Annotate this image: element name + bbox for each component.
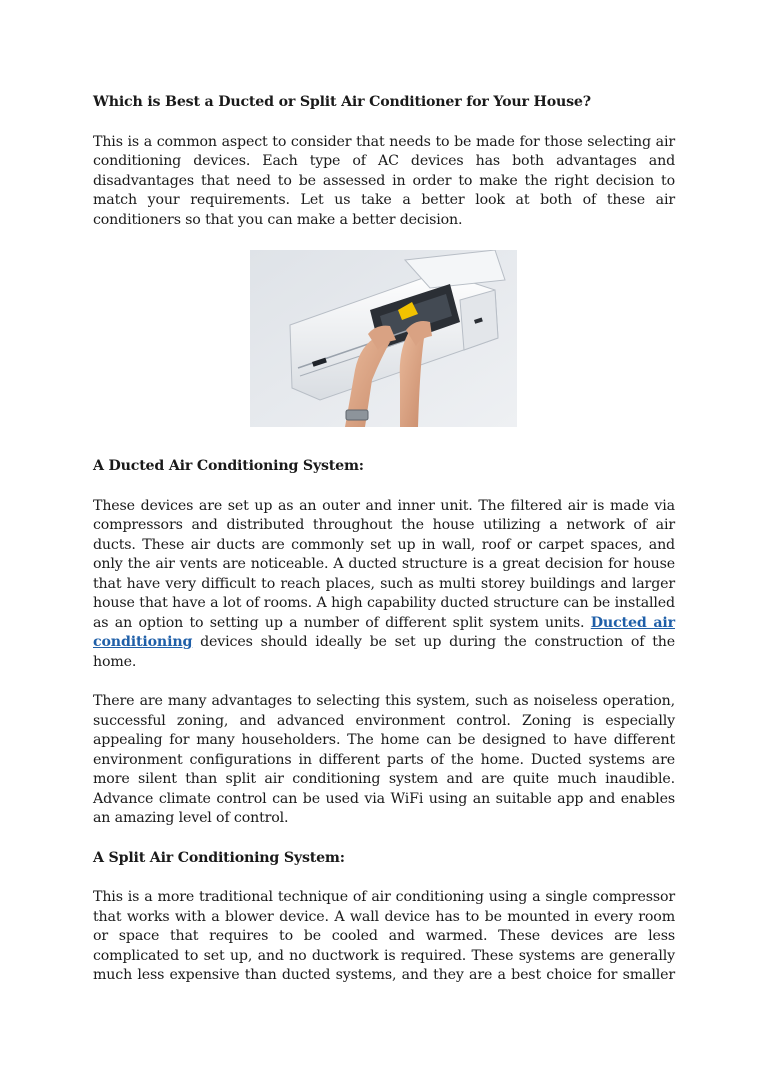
split-section-heading: A Split Air Conditioning System:: [93, 849, 345, 866]
ducted-section-heading: A Ducted Air Conditioning System:: [93, 458, 364, 474]
air-conditioner-repair-photo: [250, 250, 517, 427]
ducted-air-conditioning-link[interactable]: Ducted air conditioning: [93, 614, 675, 650]
ducted-paragraph-2: There are many advantages to selecting this system, such as noiseless operation, successful zoning, and advanced environment control. Zoning is especially appealing for many householders. The home can be designed to have different environment configurations in different parts of the home. Ducted systems are more silent than split air conditioning system and are quite much inaudible. Advance climate control can be used via WiFi using an suitable app and enables an amazing level of control.: [93, 693, 675, 826]
ducted-paragraph-1-text-b: devices should ideally be set up during the construction of the home.: [93, 634, 675, 670]
ducted-paragraph-1: [93, 497, 675, 673]
document-page: [93, 93, 675, 986]
intro-paragraph: This is a common aspect to consider that needs to be made for those selecting air conditioning devices. Each type of AC devices has both advantages and disadvantages that need to be assessed in order to make the right decision to match your requirements. Let us take a better look at both of these air conditioners so that you can make a better decision.: [93, 133, 675, 228]
split-paragraph-1: This is a more traditional technique of air conditioning using a single compressor that works with a blower device. A wall device has to be mounted in every room or space that requires to be cooled and warmed. These devices are less complicated to set up, and no ductwork is required. These systems are generally much less expensive than ducted systems, and they are a best choice for smaller: [93, 889, 675, 983]
ducted-paragraph-1-text-a: These devices are set up as an outer and inner unit. The filtered air is made via compressors and distributed throughout the house utilizing a network of air ducts. These air ducts are commonly set up in wall, roof or carpet spaces, and only the air vents are noticeable. A ducted structure is a great decision for house that have very difficult to reach places, such as multi storey buildings and larger house that have a lot of rooms. A high capability ducted structure can be installed as an option to setting up a number of different split system units.: [93, 497, 675, 631]
document-title: Which is Best a Ducted or Split Air Conditioner for Your House?: [93, 94, 591, 110]
